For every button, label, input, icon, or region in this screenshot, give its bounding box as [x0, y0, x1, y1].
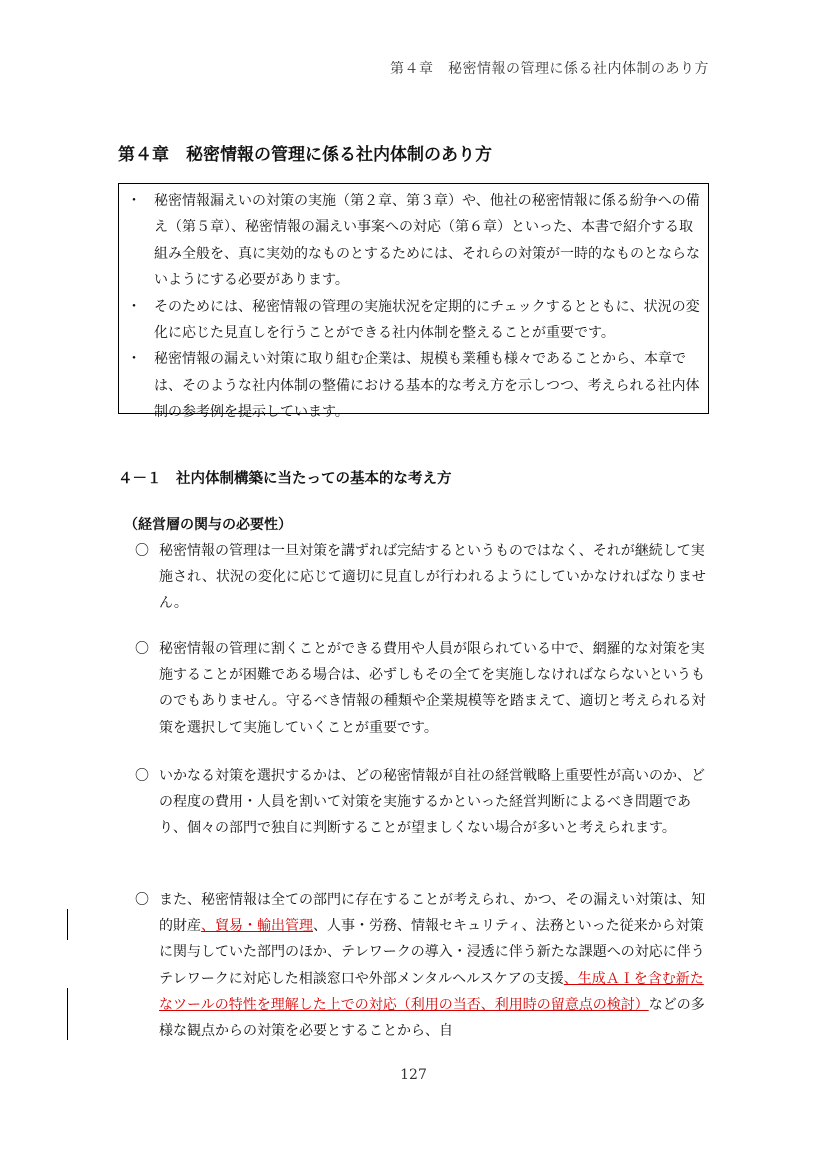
bullet-mark: ・ [127, 298, 141, 315]
summary-item [125, 294, 700, 347]
page-number: 127 [400, 1067, 427, 1083]
paragraph [135, 763, 715, 842]
revision-text: 、生成ＡＩを含む新たなツールの特性を理解した上での対応（利用の当否、利用時の留意点の検討） [159, 970, 704, 1013]
summary-item [125, 188, 700, 294]
circle-marker-icon: 〇 [135, 543, 149, 559]
paragraph [135, 887, 715, 1044]
paragraph [135, 636, 715, 741]
bullet-mark: ・ [127, 351, 141, 368]
paragraph-text: 秘密情報の管理は一旦対策を講ずれば完結するというものではなく、それが継続して実施され、状況の変化に応じて適切に見直しが行われるようにしていかなければなりません。 [159, 543, 706, 612]
revision-bar [67, 909, 68, 940]
circle-marker-icon: 〇 [135, 768, 149, 784]
running-header: 第４章 秘密情報の管理に係る社内体制のあり方 [390, 61, 709, 77]
summary-item-text: そのためには、秘密情報の管理の実施状況を定期的にチェックするとともに、状況の変化に応じた見直しを行うことができる社内体制を整えることが重要です。 [154, 298, 700, 342]
paragraph-text [135, 887, 715, 1044]
paragraph-text: いかなる対策を選択するかは、どの秘密情報が自社の経営戦略上重要性が高いのか、どの程度の費用・人員を割いて対策を実施するかといった経営判断によるべき問題であり、個々の部門で独自に判断することが望ましくない場合が多いと考えられます。 [159, 768, 705, 837]
summary-item-text: 秘密情報漏えいの対策の実施（第２章、第３章）や、他社の秘密情報に係る紛争への備え（第５章）、秘密情報の漏えい事案への対応（第６章）といった、本書で紹介する取組み全般を、真に実効的なものとするためには、それらの対策が一時的なものとならないようにする必要があります。 [154, 193, 700, 289]
summary-item [125, 346, 700, 425]
revision-bar [67, 988, 68, 1040]
summary-item-text: 秘密情報の漏えい対策に取り組む企業は、規模も業種も様々であることから、本章では、そのような社内体制の整備における基本的な考え方を示しつつ、考えられる社内体制の参考例を提示しています。 [154, 351, 700, 421]
paragraph-text-part: また、秘密情報は全ての部門に存在することが考えられ、かつ、その漏えい対策は、知的財産 [159, 892, 706, 935]
paragraph-text: 秘密情報の管理に割くことができる費用や人員が限られている中で、網羅的な対策を実施することが困難である場合は、必ずしもその全てを実施しなければならないというものでもありません。守るべき情報の種類や企業規模等を踏まえて、適切と考えられる対策を選択して実施していくことが重要です。 [159, 641, 706, 736]
revision-text: 、貿易・輸出管理 [201, 918, 313, 935]
section-title: ４－１ 社内体制構築に当たっての基本的な考え方 [118, 471, 452, 487]
bullet-mark: ・ [127, 193, 141, 209]
paragraph-text-part: などの多様な観点からの対策を必要とすることから、自 [159, 996, 705, 1040]
paragraph-text-part: 、人事・労務、情報セキュリティ、法務といった従来から対策に関与していた部門のほか、テレワークの導入・浸透に伴う新たな課題への対応に伴うテレワークに対応した相談窓口や外部メンタルヘルスケアの支援 [159, 918, 705, 987]
circle-marker-icon: 〇 [135, 892, 149, 908]
chapter-title: 第４章 秘密情報の管理に係る社内体制のあり方 [118, 145, 492, 165]
paragraph [135, 538, 715, 617]
circle-marker-icon: 〇 [135, 641, 149, 657]
summary-box [118, 183, 709, 421]
subheading: （経営層の関与の必要性） [124, 517, 292, 533]
